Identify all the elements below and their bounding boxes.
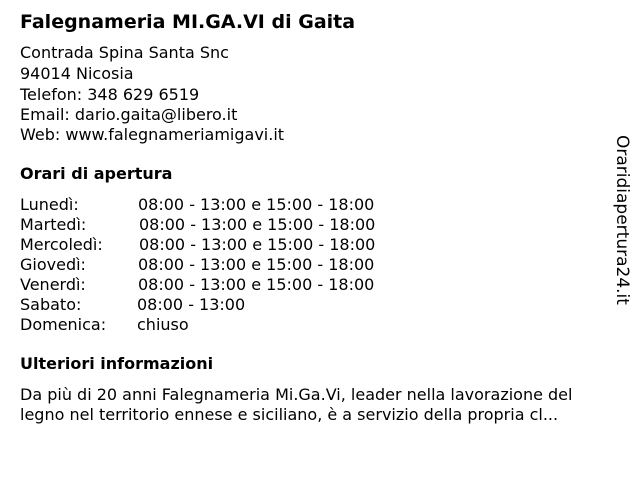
phone-line[interactable]: Telefon: 348 629 6519 bbox=[20, 85, 200, 104]
day-hours: 08:00 - 13:00 e 15:00 - 18:00 bbox=[138, 255, 375, 274]
brand-watermark[interactable]: Oraridiapertura24.it bbox=[612, 135, 632, 305]
day-hours: chiuso bbox=[137, 315, 189, 334]
city-line: 94014 Nicosia bbox=[20, 64, 134, 83]
day-label: Mercoledì: bbox=[20, 235, 103, 254]
day-label: Giovedì: bbox=[20, 255, 86, 274]
day-label: Martedì: bbox=[20, 215, 87, 234]
description bbox=[20, 385, 625, 425]
day-label: Venerdì: bbox=[20, 275, 86, 294]
description-line: Da più di 20 anni Falegnameria Mi.Ga.Vi, leader nella lavorazione del bbox=[20, 385, 573, 404]
description-line: legno nel territorio ennese e siciliano, è a servizio della propria cl... bbox=[20, 405, 559, 424]
opening-hours-heading: Orari di apertura bbox=[20, 164, 173, 183]
email-line[interactable]: Email: dario.gaita@libero.it bbox=[20, 105, 238, 124]
business-name: Falegnameria MI.GA.VI di Gaita bbox=[20, 11, 356, 33]
day-hours: 08:00 - 13:00 bbox=[137, 295, 246, 314]
address-line: Contrada Spina Santa Snc bbox=[20, 43, 229, 62]
day-hours: 08:00 - 13:00 e 15:00 - 18:00 bbox=[139, 235, 376, 254]
day-label: Sabato: bbox=[20, 295, 82, 314]
day-hours: 08:00 - 13:00 e 15:00 - 18:00 bbox=[138, 195, 375, 214]
day-label: Lunedì: bbox=[20, 195, 79, 214]
more-info-heading: Ulteriori informazioni bbox=[20, 354, 214, 373]
day-hours: 08:00 - 13:00 e 15:00 - 18:00 bbox=[139, 215, 376, 234]
day-hours: 08:00 - 13:00 e 15:00 - 18:00 bbox=[138, 275, 375, 294]
web-line[interactable]: Web: www.falegnameriamigavi.it bbox=[20, 125, 285, 144]
day-label: Domenica: bbox=[20, 315, 107, 334]
